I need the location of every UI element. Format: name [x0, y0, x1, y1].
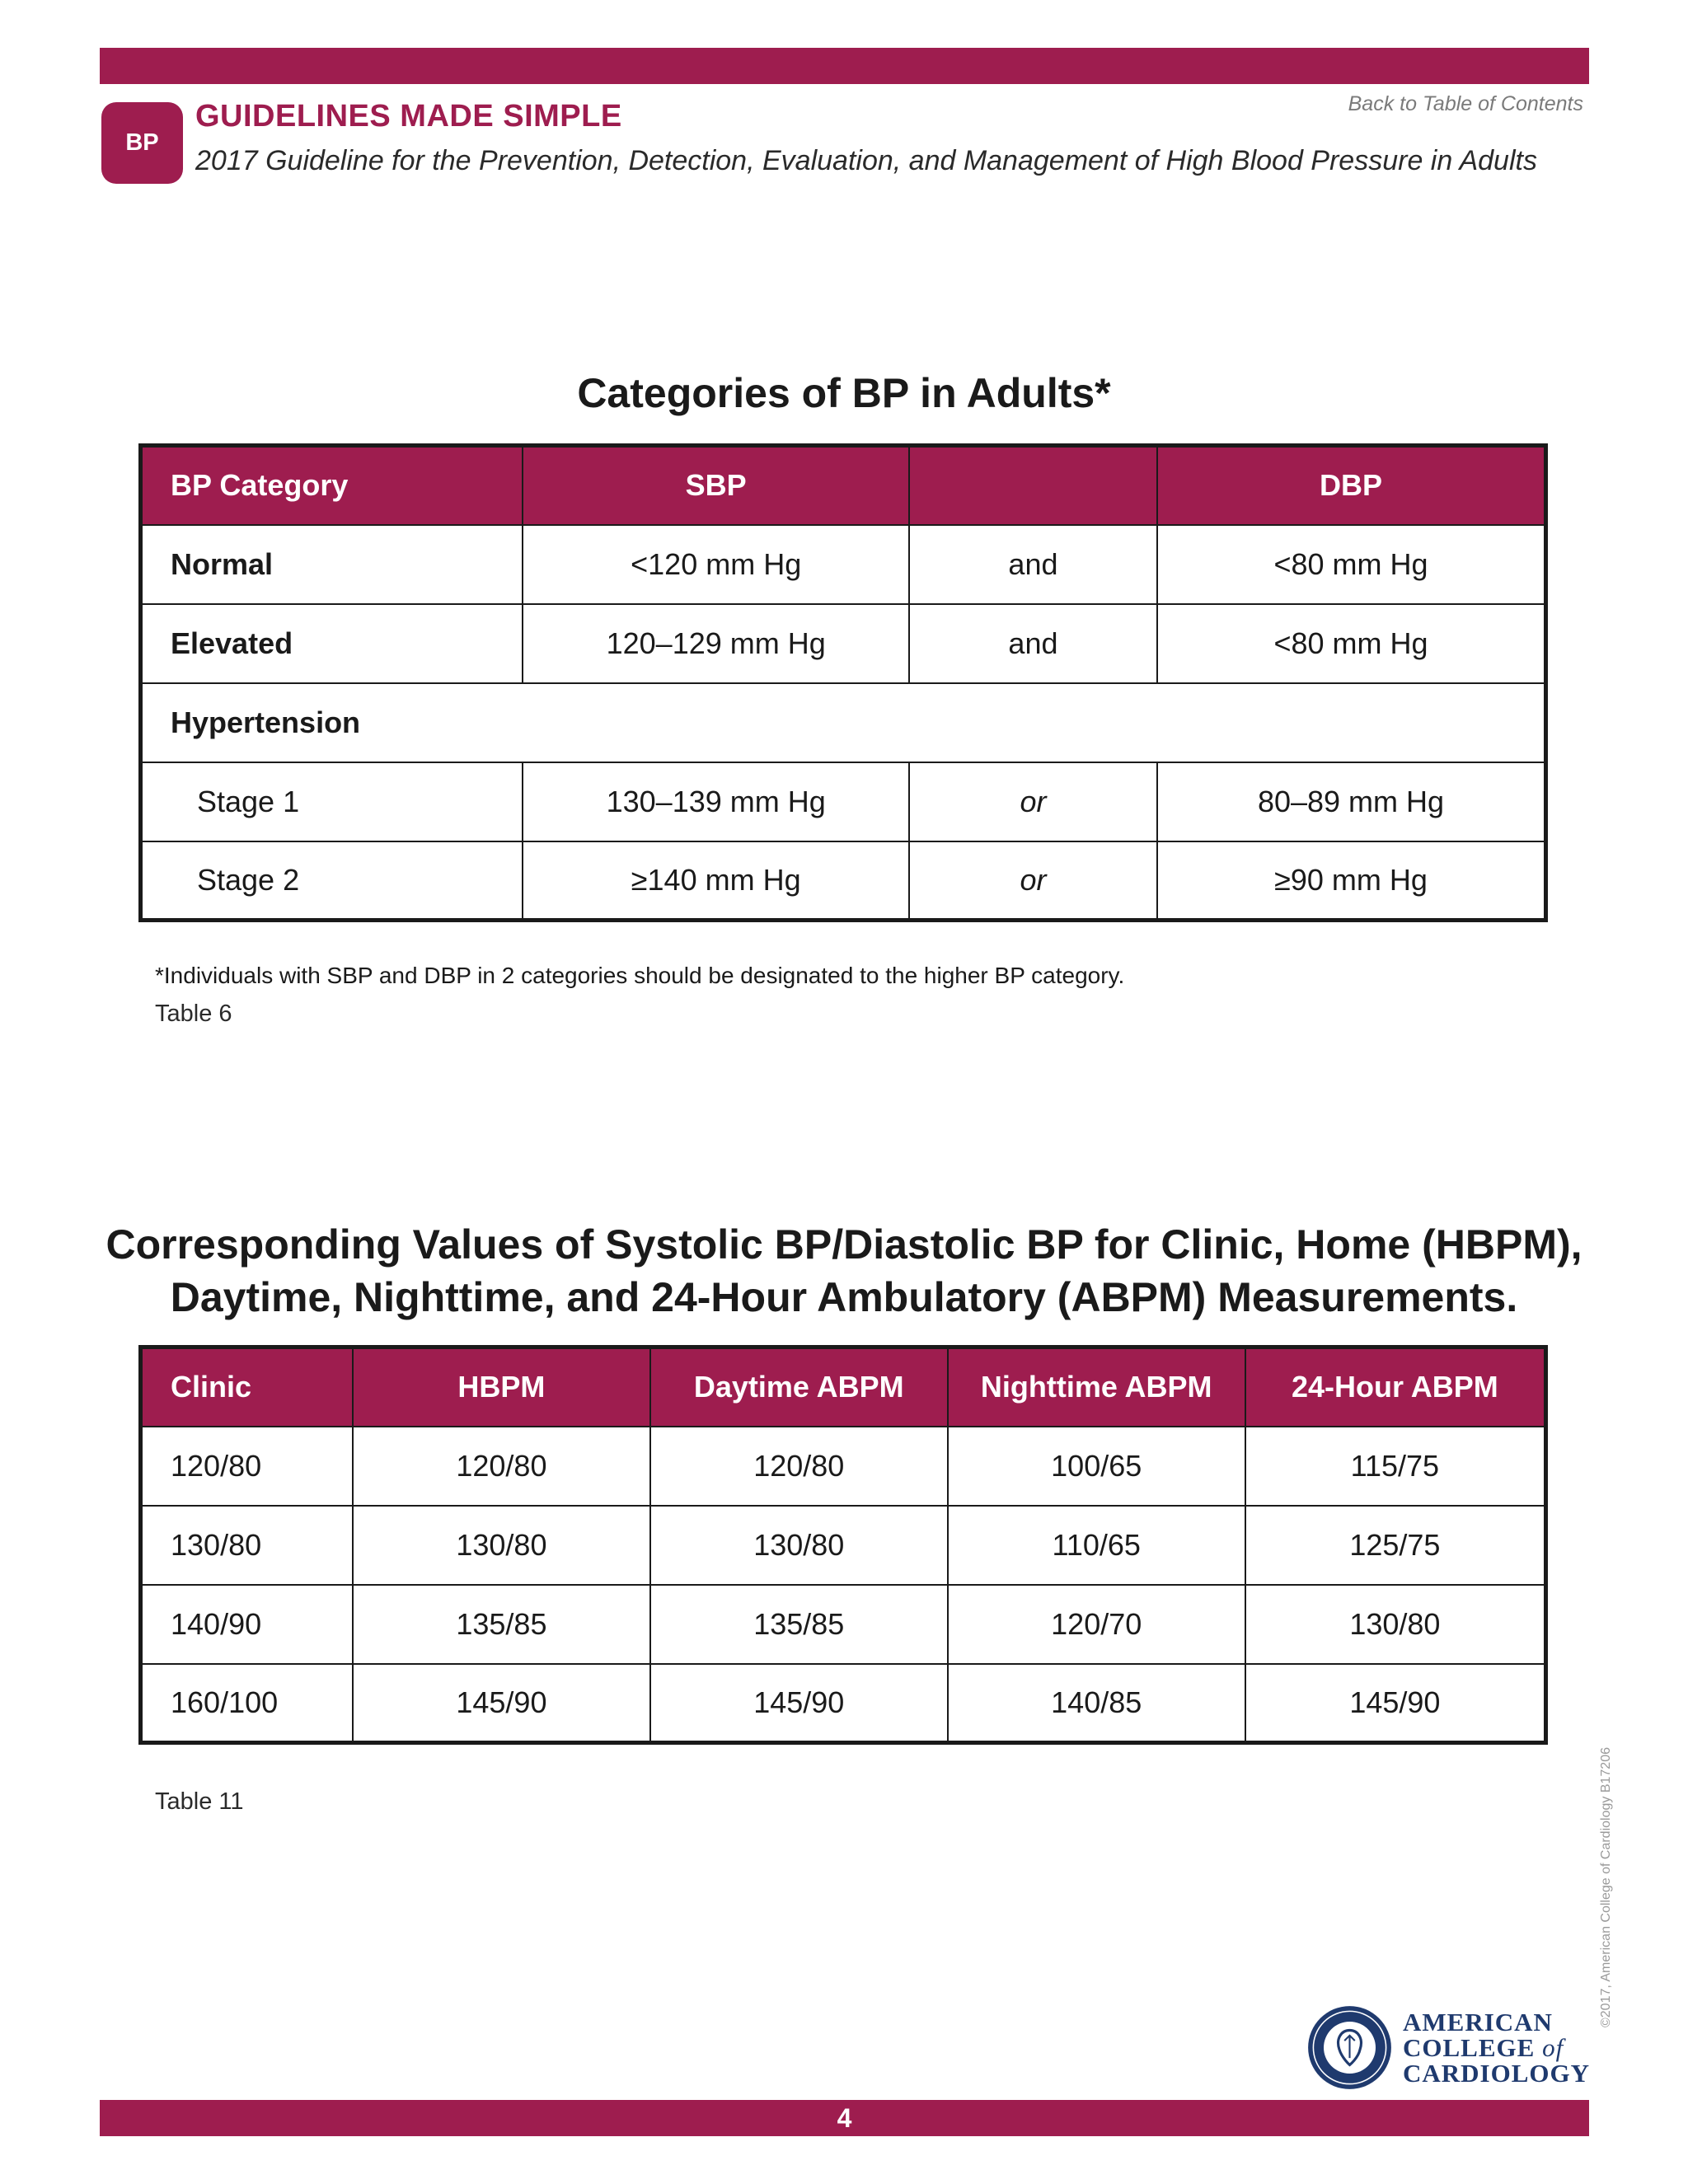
table-cell: 145/90	[650, 1664, 948, 1743]
logo-line	[1403, 2035, 1590, 2060]
hypertension-group-label: Hypertension	[141, 683, 1546, 762]
conjunction-cell: or	[909, 762, 1157, 841]
table-row	[141, 1585, 1546, 1664]
back-to-toc-link[interactable]: Back to Table of Contents	[1348, 92, 1583, 115]
conjunction-cell: or	[909, 841, 1157, 921]
table-cell: 120/80	[650, 1427, 948, 1506]
column-header	[909, 446, 1157, 525]
table-cell: 100/65	[948, 1427, 1245, 1506]
column-header: BP Category	[141, 446, 523, 525]
header-title: GUIDELINES MADE SIMPLE	[195, 99, 622, 134]
column-header: Daytime ABPM	[650, 1347, 948, 1427]
bp-categories-table	[138, 443, 1548, 922]
page-number: 4	[100, 2100, 1589, 2136]
acc-logo	[1306, 2004, 1590, 2091]
table-cell: 135/85	[353, 1585, 650, 1664]
conjunction-cell: and	[909, 525, 1157, 604]
table-row	[141, 1664, 1546, 1743]
header-subtitle: 2017 Guideline for the Prevention, Detection, Evaluation, and Management of High Blood Pressure in Adults	[195, 145, 1537, 176]
stage-cell: Stage 1	[141, 762, 523, 841]
column-header: Clinic	[141, 1347, 354, 1427]
table-row	[141, 1427, 1546, 1506]
table-cell: 145/90	[1245, 1664, 1546, 1743]
table6-footnote: *Individuals with SBP and DBP in 2 categories should be designated to the higher BP category.	[155, 963, 1125, 988]
table-header-row	[141, 1347, 1546, 1427]
category-cell: Elevated	[141, 604, 523, 683]
table-row	[141, 841, 1546, 921]
table6-title: Categories of BP in Adults*	[577, 370, 1111, 416]
table11-label: Table 11	[155, 1788, 244, 1815]
sbp-cell: ≥140 mm Hg	[523, 841, 909, 921]
table-cell: 110/65	[948, 1506, 1245, 1585]
table-header-row	[141, 446, 1546, 525]
table6-label: Table 6	[155, 1001, 232, 1027]
dbp-cell: ≥90 mm Hg	[1157, 841, 1546, 921]
column-header: HBPM	[353, 1347, 650, 1427]
table-cell: 130/80	[141, 1506, 354, 1585]
table11-title-line2: Daytime, Nighttime, and 24-Hour Ambulatory (ABPM) Measurements.	[170, 1274, 1518, 1320]
sbp-cell: 130–139 mm Hg	[523, 762, 909, 841]
table-cell: 130/80	[1245, 1585, 1546, 1664]
column-header: 24-Hour ABPM	[1245, 1347, 1546, 1427]
logo-line-word: of	[1542, 2033, 1564, 2062]
table-cell: 120/80	[353, 1427, 650, 1506]
dbp-cell: 80–89 mm Hg	[1157, 762, 1546, 841]
copyright-text: ©2017, American College of Cardiology B17206	[1599, 1747, 1613, 2027]
logo-line: AMERICAN	[1403, 2008, 1553, 2036]
dbp-cell: <80 mm Hg	[1157, 604, 1546, 683]
table-cell: 125/75	[1245, 1506, 1546, 1585]
column-header: SBP	[523, 446, 909, 525]
table-cell: 130/80	[650, 1506, 948, 1585]
table-row	[141, 762, 1546, 841]
table-cell: 145/90	[353, 1664, 650, 1743]
column-header: DBP	[1157, 446, 1546, 525]
logo-line-word: COLLEGE	[1403, 2033, 1536, 2062]
dbp-cell: <80 mm Hg	[1157, 525, 1546, 604]
top-banner	[100, 48, 1589, 84]
table-group-row	[141, 683, 1546, 762]
table11-title	[0, 1218, 1688, 1324]
table-row	[141, 525, 1546, 604]
table-cell: 135/85	[650, 1585, 948, 1664]
table-cell: 140/90	[141, 1585, 354, 1664]
bp-badge: BP	[101, 102, 183, 184]
logo-line: CARDIOLOGY	[1403, 2059, 1591, 2088]
category-cell: Normal	[141, 525, 523, 604]
column-header: Nighttime ABPM	[948, 1347, 1245, 1427]
sbp-cell: 120–129 mm Hg	[523, 604, 909, 683]
acc-wordmark	[1403, 2009, 1590, 2086]
table-row	[141, 604, 1546, 683]
table-cell: 140/85	[948, 1664, 1245, 1743]
stage-cell: Stage 2	[141, 841, 523, 921]
bp-measurements-table	[138, 1345, 1548, 1745]
table-cell: 115/75	[1245, 1427, 1546, 1506]
acc-seal-icon	[1306, 2004, 1393, 2091]
table-cell: 160/100	[141, 1664, 354, 1743]
table-cell: 120/70	[948, 1585, 1245, 1664]
conjunction-cell: and	[909, 604, 1157, 683]
sbp-cell: <120 mm Hg	[523, 525, 909, 604]
table-cell: 130/80	[353, 1506, 650, 1585]
table-row	[141, 1506, 1546, 1585]
table-cell: 120/80	[141, 1427, 354, 1506]
table11-title-line1: Corresponding Values of Systolic BP/Diastolic BP for Clinic, Home (HBPM),	[106, 1221, 1582, 1268]
